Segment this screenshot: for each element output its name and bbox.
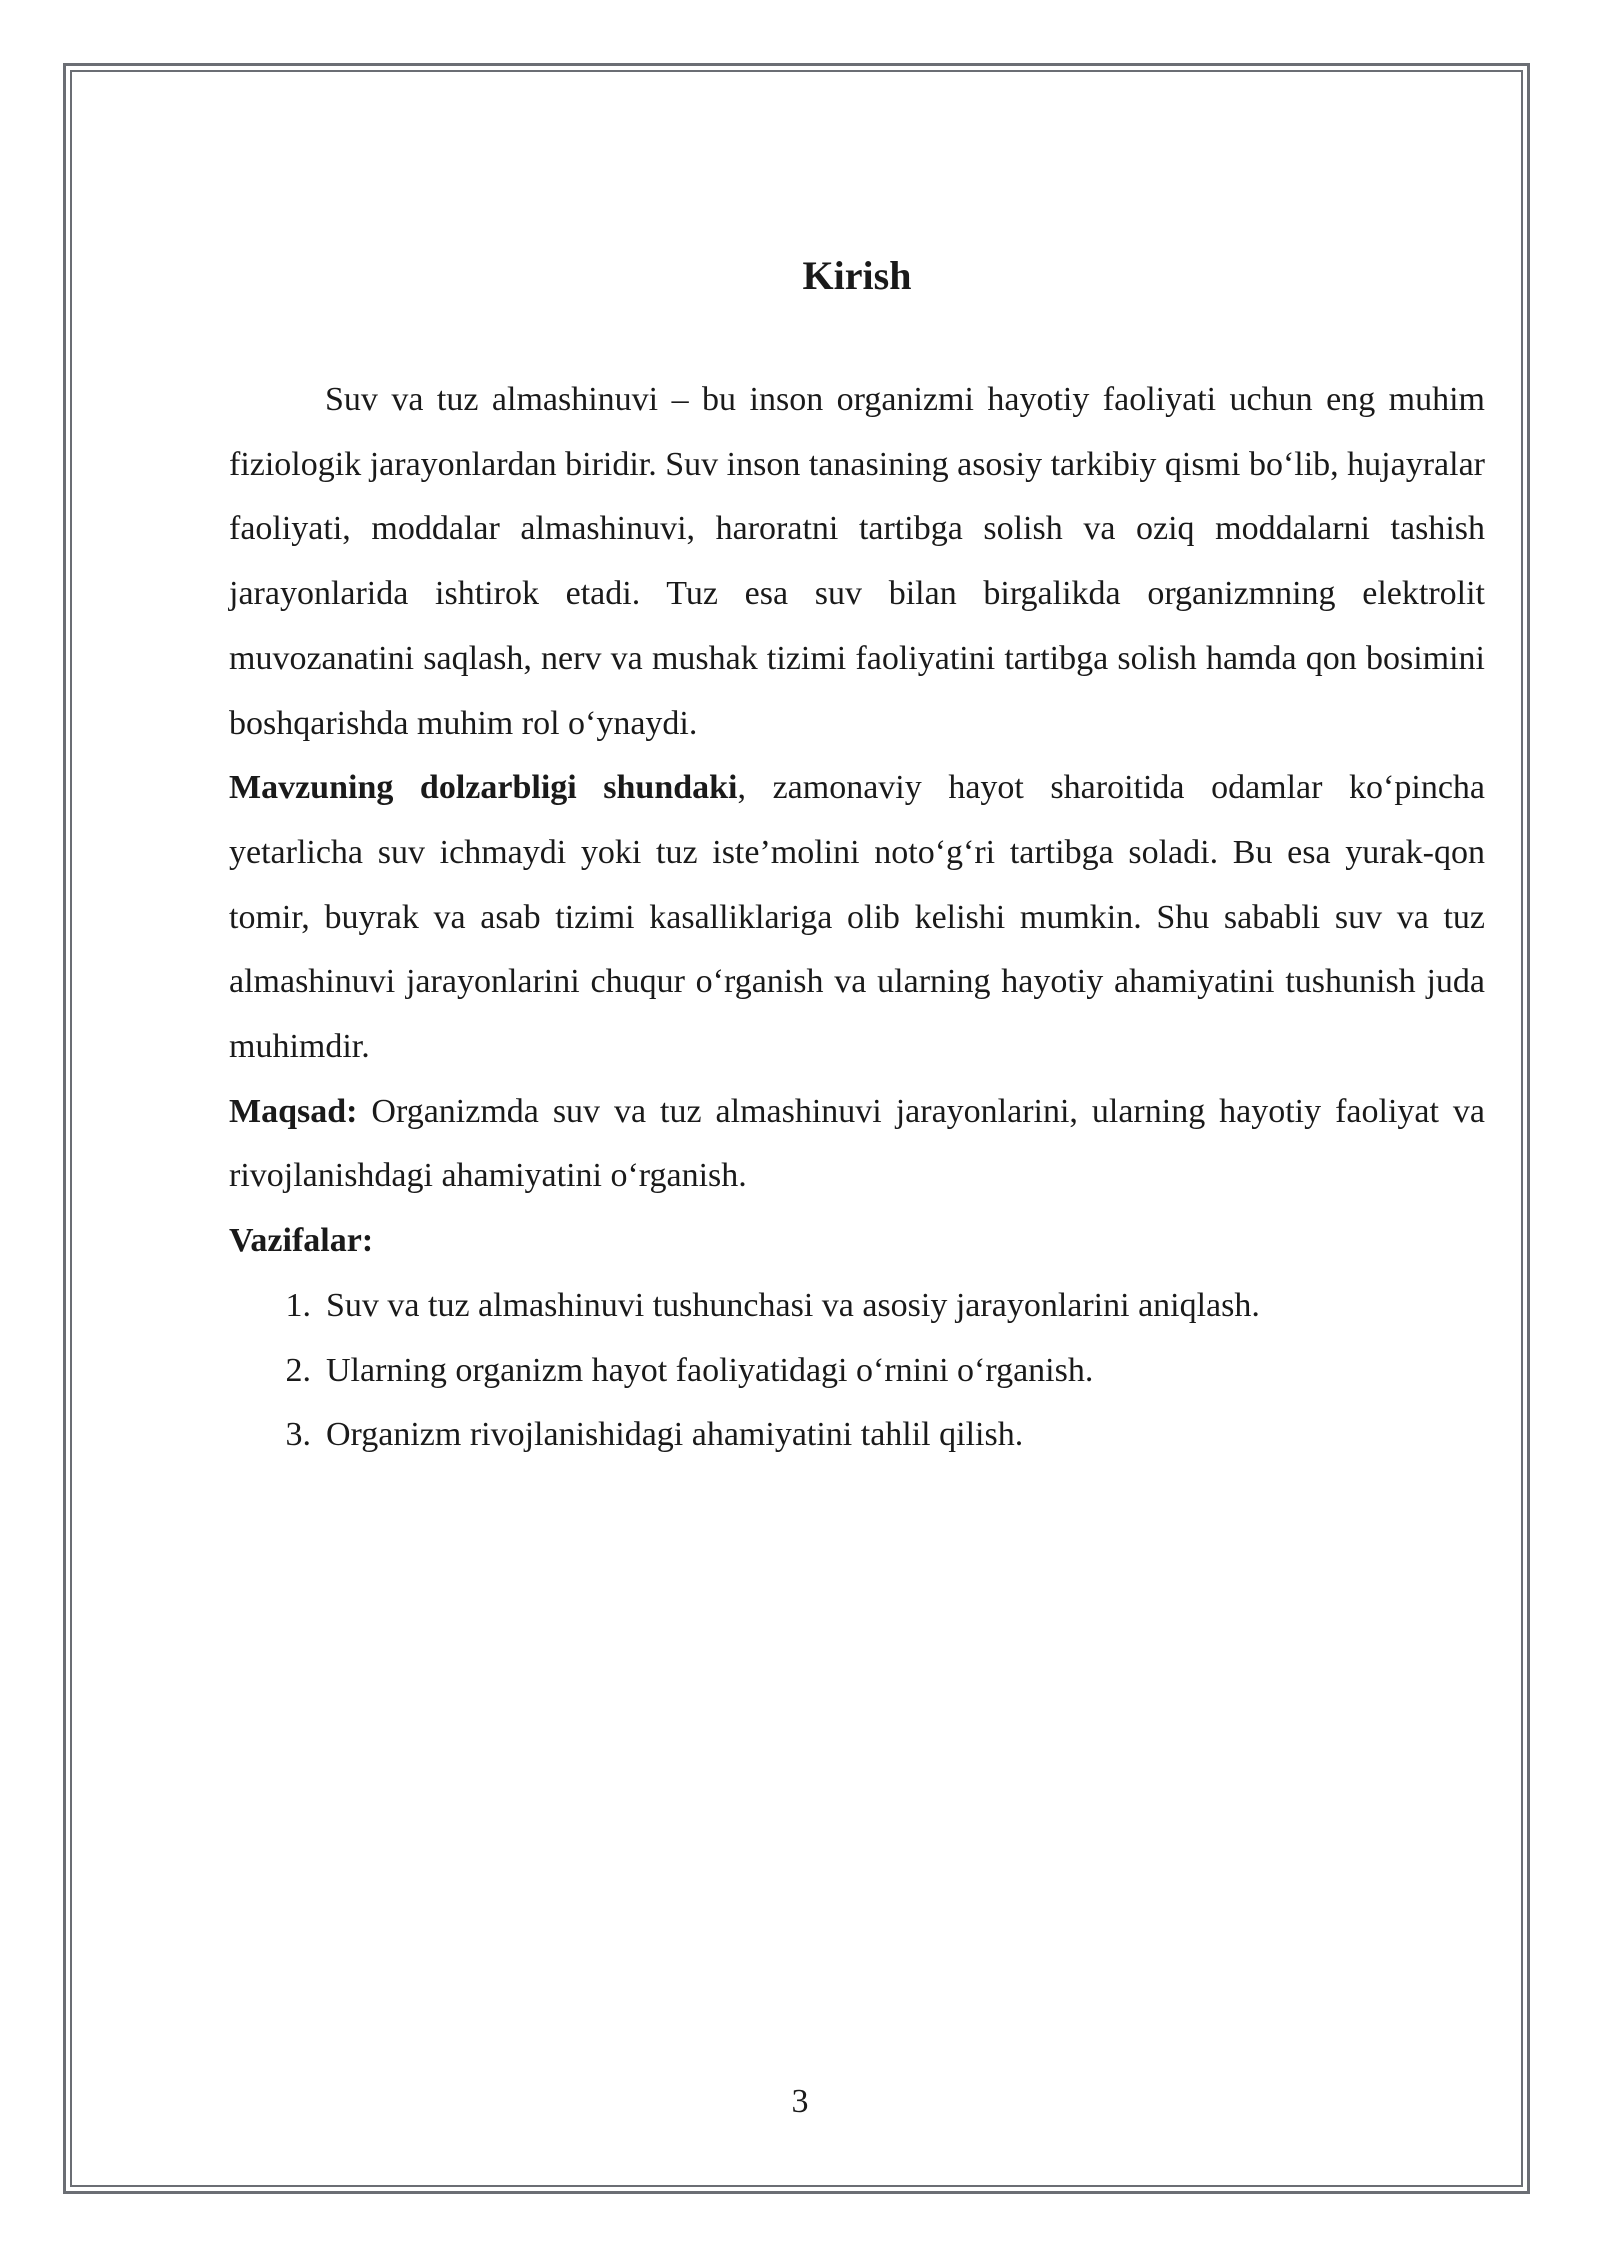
relevance-text: , zamonaviy hayot sharoitida odamlar ko‘pincha yetarlicha suv ichmaydi yoki tuz iste’molini noto‘g‘ri tartibga soladi. Bu esa yurak-qon tomir, buyrak va asab tizimi kasalliklariga olib kelishi mumkin. Shu sababli suv va tuz almashinuvi jarayonlarini chuqur o‘rganish va ularning hayotiy ahamiyatini tushunish juda muhimdir. bbox=[229, 769, 1485, 1066]
page-title: Kirish bbox=[802, 253, 912, 298]
list-item bbox=[229, 1403, 1485, 1468]
list-item-text: Suv va tuz almashinuvi tushunchasi va asosiy jarayonlarini aniqlash. bbox=[326, 1286, 1260, 1324]
list-item bbox=[229, 1274, 1485, 1339]
relevance-paragraph bbox=[229, 756, 1485, 1080]
list-item bbox=[229, 1339, 1485, 1404]
body-text bbox=[229, 368, 1485, 1468]
tasks-heading bbox=[229, 1209, 1485, 1274]
goal-paragraph bbox=[229, 1080, 1485, 1209]
list-item-number: 2. bbox=[285, 1351, 311, 1389]
list-item-number: 3. bbox=[285, 1416, 311, 1454]
goal-text: Organizmda suv va tuz almashinuvi jarayonlarini, ularning hayotiy faoliyat va rivojlanishdagi ahamiyatini o‘rganish. bbox=[229, 1092, 1485, 1195]
intro-paragraph: Suv va tuz almashinuvi – bu inson organizmi hayotiy faoliyati uchun eng muhim fiziologik jarayonlardan biridir. Suv inson tanasining asosiy tarkibiy qismi bo‘lib, hujayralar faoliyati, moddalar almashinuvi, haroratni tartibga solish va oziq moddalarni tashish jarayonlarida ishtirok etadi. Tuz esa suv bilan birgalikda organizmning elektrolit muvozanatini saqlash, nerv va mushak tizimi faoliyatini tartibga solish hamda qon bosimini boshqarishda muhim rol o‘ynaydi. bbox=[229, 381, 1485, 742]
list-item-number: 1. bbox=[285, 1286, 311, 1324]
list-item-text: Ularning organizm hayot faoliyatidagi o‘rnini o‘rganish. bbox=[326, 1351, 1094, 1389]
tasks-label: Vazifalar: bbox=[229, 1222, 374, 1260]
tasks-list bbox=[229, 1274, 1485, 1468]
list-item-text: Organizm rivojlanishidagi ahamiyatini tahlil qilish. bbox=[326, 1416, 1024, 1454]
goal-label: Maqsad: bbox=[229, 1092, 358, 1130]
page-number: 3 bbox=[791, 2083, 809, 2120]
relevance-label: Mavzuning dolzarbligi shundaki bbox=[229, 769, 738, 807]
